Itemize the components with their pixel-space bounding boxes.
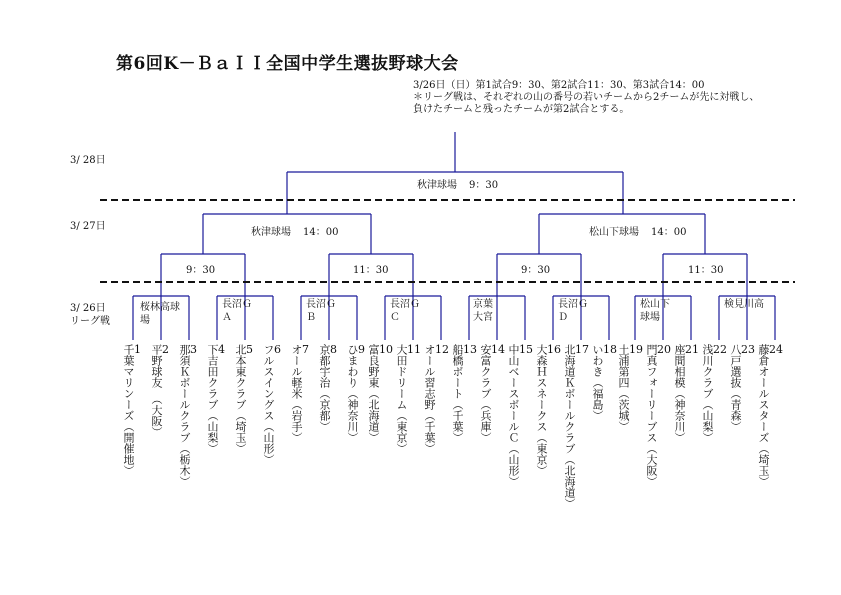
team-number: 12 [435, 343, 449, 356]
team-name: 座間相模（神奈川） [673, 344, 686, 443]
schedule-note-line-2: ＊リーグ戦は、それぞれの山の番号の若いチームから2チームが先に対戦し、 [413, 92, 760, 103]
team-17 [563, 343, 589, 509]
final-venue: 秋津球場 [417, 180, 457, 191]
team-1 [122, 343, 141, 476]
team-name: 土浦第四（茨城） [617, 344, 630, 432]
team-number: 7 [302, 343, 309, 356]
team-name: 門真フォーリーブス（大阪） [645, 344, 658, 487]
group-name-8: 検見川高 [724, 299, 764, 310]
quarter-time-1: 9：30 [186, 265, 216, 276]
date-label-328: 3/ 28日 [70, 155, 106, 166]
team-7 [290, 343, 309, 443]
team-name: 中山ベースボールＣ（山形） [507, 344, 520, 487]
team-name: フルスイングス（山形） [262, 344, 275, 465]
team-number: 23 [741, 343, 755, 356]
team-name: 平野球友 （大阪） [150, 344, 163, 438]
team-name: 八戸選抜（青森） [729, 344, 742, 432]
team-8 [318, 343, 337, 432]
quarter-time-4: 11：30 [688, 265, 724, 276]
team-5 [234, 343, 253, 454]
group-name-4: 長沼Ｇ Ｃ [390, 299, 420, 323]
team-6 [262, 343, 281, 465]
team-22 [701, 343, 727, 443]
team-number: 14 [491, 343, 505, 356]
team-number: 6 [274, 343, 281, 356]
team-number: 15 [519, 343, 533, 356]
schedule-note [413, 80, 759, 116]
team-24 [757, 343, 783, 487]
semi-left-venue: 秋津球場 [251, 227, 291, 238]
team-number: 19 [629, 343, 643, 356]
team-number: 9 [358, 343, 365, 356]
team-name: 那須Ｋボールクラブ（栃木） [178, 344, 191, 487]
team-21 [673, 343, 699, 443]
team-2 [150, 343, 169, 438]
team-name: オール習志野（千葉） [423, 344, 436, 454]
team-number: 5 [246, 343, 253, 356]
team-name: 船橋ボート（千葉） [451, 344, 464, 443]
team-number: 16 [547, 343, 561, 356]
team-name: オール軽米（岩手） [290, 344, 303, 443]
team-name: 大森Ｈスネークス（東京） [535, 344, 548, 476]
team-number: 4 [218, 343, 225, 356]
team-number: 3 [190, 343, 197, 356]
team-18 [591, 343, 617, 421]
group-name-2: 長沼Ｇ Ａ [222, 299, 252, 323]
group-name-6: 長沼Ｇ Ｄ [558, 299, 588, 323]
team-3 [178, 343, 197, 487]
team-23 [729, 343, 755, 432]
team-4 [206, 343, 225, 454]
team-name: 富良野東（北海道） [367, 344, 380, 443]
schedule-note-line-1: 3/26日（日）第1試合9：30、第2試合11：30、第3試合14：00 [413, 80, 705, 91]
team-number: 17 [575, 343, 589, 356]
team-number: 21 [685, 343, 699, 356]
schedule-note-line-3: 負けたチームと残ったチームが第2試合とする。 [413, 104, 630, 115]
team-number: 24 [769, 343, 783, 356]
team-name: 北海道Ｋボールクラブ（北海道） [563, 344, 576, 509]
team-number: 20 [657, 343, 671, 356]
team-10 [367, 343, 393, 443]
league-label: リーグ戦 [70, 316, 110, 327]
team-20 [645, 343, 671, 487]
team-name: 京都宇治（京都） [318, 344, 331, 432]
team-name: ひまわり（神奈川） [346, 344, 359, 443]
team-name: 藤倉オールスターズ（埼玉） [757, 344, 770, 487]
quarter-time-2: 11：30 [353, 265, 389, 276]
group-name-1: 桜林高球場 [140, 302, 180, 326]
semi-left-time: 14：00 [303, 227, 339, 238]
team-number: 10 [379, 343, 393, 356]
team-15 [507, 343, 533, 487]
page-title: 第6回K－ＢａＩＩ全国中学生選抜野球大会 [116, 54, 459, 74]
semi-right-venue: 松山下球場 [589, 227, 639, 238]
team-11 [395, 343, 421, 454]
date-label-326: 3/ 26日 [70, 303, 106, 314]
group-name-3: 長沼Ｇ Ｂ [306, 299, 336, 323]
team-14 [479, 343, 505, 443]
team-name: 北本東クラブ（埼玉） [234, 344, 247, 454]
quarter-time-3: 9：30 [521, 265, 551, 276]
date-label-327: 3/ 27日 [70, 221, 106, 232]
team-12 [423, 343, 449, 454]
team-number: 11 [407, 343, 421, 356]
team-name: 下吉田クラブ（山梨） [206, 344, 219, 454]
team-number: 22 [713, 343, 727, 356]
group-name-7: 松山下球場 [640, 299, 670, 323]
team-19 [617, 343, 643, 432]
team-name: 浅川クラブ（山梨） [701, 344, 714, 443]
team-name: 安富クラブ（兵庫） [479, 344, 492, 443]
team-number: 8 [330, 343, 337, 356]
team-9 [346, 343, 365, 443]
team-number: 13 [463, 343, 477, 356]
semi-right-time: 14：00 [651, 227, 687, 238]
team-number: 18 [603, 343, 617, 356]
team-name: いわき（福島） [591, 344, 604, 421]
team-13 [451, 343, 477, 443]
team-name: 千葉マリンーズ（開催地） [122, 344, 135, 476]
final-time: 9：30 [469, 180, 499, 191]
team-number: 1 [134, 343, 141, 356]
team-number: 2 [162, 343, 169, 356]
group-name-5: 京葉大宮 [473, 299, 493, 323]
team-16 [535, 343, 561, 476]
team-name: 大田ドリーム（東京） [395, 344, 408, 454]
